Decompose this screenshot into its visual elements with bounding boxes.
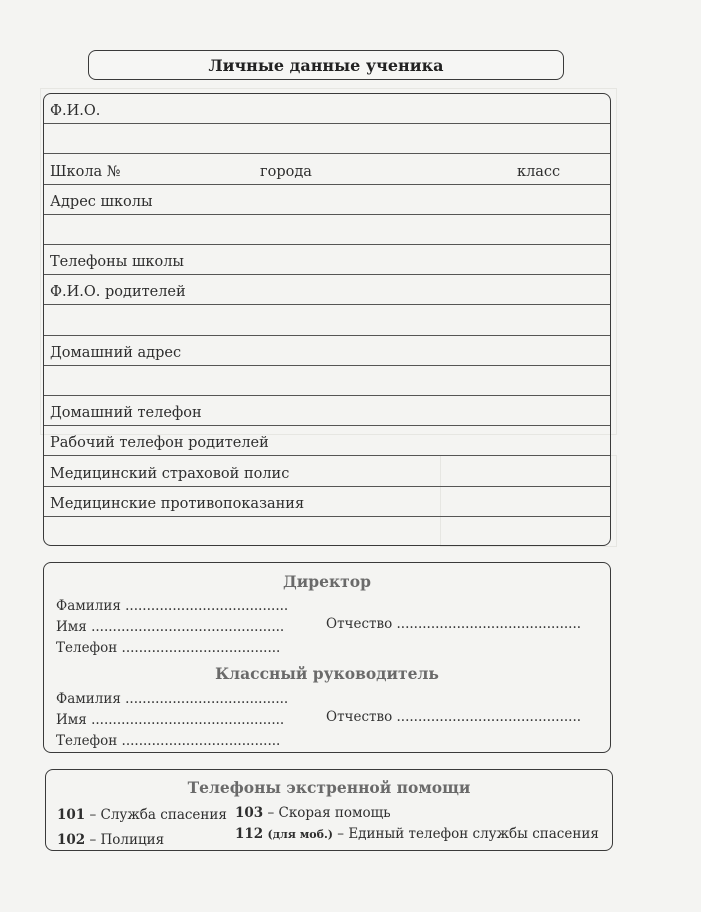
emergency-phones-section [45, 769, 613, 851]
emergency-item [57, 807, 227, 823]
form-row-parents-work-phone[interactable] [44, 426, 610, 456]
form-label: Школа № [50, 163, 121, 180]
form-row-fio[interactable] [44, 94, 610, 124]
director-teacher-section [43, 562, 611, 753]
director-patronymic-field[interactable]: Отчество ........................................... [326, 616, 582, 632]
student-data-title [88, 50, 564, 80]
form-label: Медицинский страховой полис [50, 465, 290, 482]
emergency-note: (для моб.) [267, 828, 333, 841]
form-label-city: города [260, 163, 312, 180]
form-row-home-phone[interactable] [44, 396, 610, 426]
form-label: Медицинские противопоказания [50, 495, 305, 512]
emergency-service: – Единый телефон службы спасения [333, 826, 599, 842]
emergency-item [235, 826, 599, 842]
director-name-field[interactable]: Имя ............................................. [56, 619, 285, 635]
form-row-insurance[interactable] [44, 456, 610, 486]
director-heading: Директор [283, 572, 371, 591]
form-row-blank[interactable] [44, 305, 610, 335]
form-row-home-address[interactable] [44, 336, 610, 366]
student-data-form [43, 93, 611, 546]
form-row-blank[interactable] [44, 517, 610, 547]
form-label: Рабочий телефон родителей [50, 435, 269, 452]
form-label: Домашний адрес [50, 344, 182, 361]
form-label: Ф.И.О. родителей [50, 284, 186, 301]
teacher-surname-field[interactable]: Фамилия ...................................... [56, 691, 289, 707]
emergency-heading: Телефоны экстренной помощи [187, 778, 471, 797]
emergency-service: – Полиция [85, 832, 165, 848]
form-row-contraindications[interactable] [44, 487, 610, 517]
class-teacher-heading: Классный руководитель [215, 664, 439, 683]
director-surname-field[interactable]: Фамилия ...................................... [56, 598, 289, 614]
emergency-number: 101 [57, 807, 86, 823]
form-label: Домашний телефон [50, 405, 202, 422]
form-row-blank[interactable] [44, 215, 610, 245]
form-row-parents[interactable] [44, 275, 610, 305]
teacher-patronymic-field[interactable]: Отчество ........................................... [326, 709, 582, 725]
teacher-name-field[interactable]: Имя ............................................. [56, 712, 285, 728]
teacher-phone-field[interactable]: Телефон ..................................... [56, 733, 281, 749]
form-row-blank[interactable] [44, 366, 610, 396]
emergency-service: – Служба спасения [85, 807, 227, 823]
form-row-school-address[interactable] [44, 185, 610, 215]
emergency-item [57, 832, 164, 848]
page-title: Личные данные ученика [208, 55, 444, 75]
emergency-number: 112 [235, 826, 264, 842]
emergency-item [235, 805, 391, 821]
emergency-number: 103 [235, 805, 264, 821]
form-row-school[interactable] [44, 154, 610, 184]
form-row-school-phones[interactable] [44, 245, 610, 275]
emergency-service: – Скорая помощь [263, 805, 391, 821]
form-label: Телефоны школы [50, 254, 184, 271]
form-row-blank[interactable] [44, 124, 610, 154]
form-label: Адрес школы [50, 193, 153, 210]
emergency-number: 102 [57, 832, 86, 848]
form-label-class: класс [517, 163, 561, 180]
director-phone-field[interactable]: Телефон ..................................... [56, 640, 281, 656]
form-label: Ф.И.О. [50, 103, 101, 120]
